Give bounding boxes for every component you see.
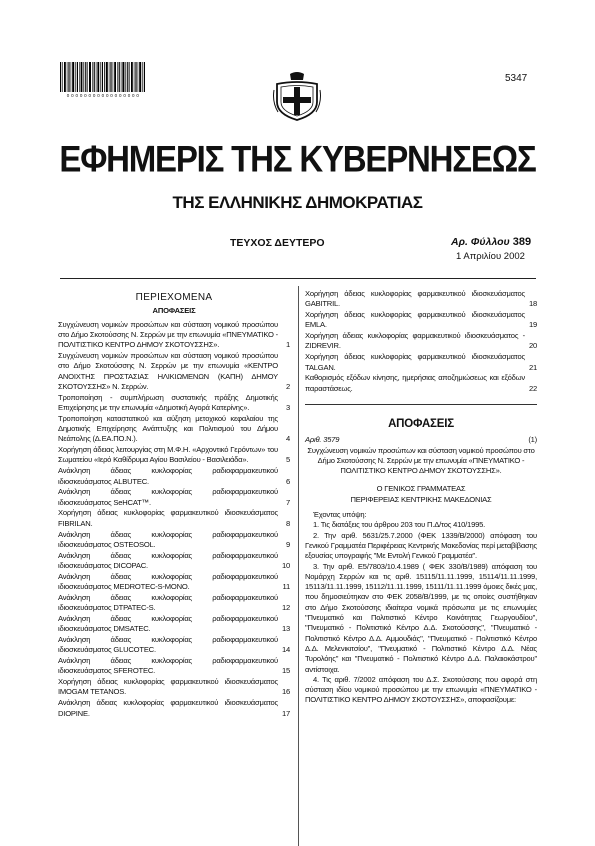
toc-entry [58, 487, 290, 508]
sheet-number-label: Αρ. Φύλλου [451, 236, 510, 248]
toc-entry-page: 8 [285, 518, 290, 528]
toc-left-column [58, 289, 290, 719]
toc-entry-page: 15 [281, 666, 290, 676]
toc-entry-text: Τροποποίηση - συμπλήρωση συστατικής πράξης Δημοτικής Επιχείρησης με την επωνυμία «Δημοτική Αγορά Κατερίνης». [58, 392, 278, 412]
toc-entry-text: Καθορισμός εξόδων κίνησης, ημερήσιας αποζημιώσεως και εξόδων παραστάσεως. [305, 373, 525, 393]
toc-entry [58, 677, 290, 698]
gazette-title: ΕΦΗΜΕΡΙΣ ΤΗΣ ΚΥΒΕΡΝΗΣΕΩΣ [59, 137, 536, 180]
authority-line-2: ΠΕΡΙΦΕΡΕΙΑΣ ΚΕΝΤΡΙΚΗΣ ΜΑΚΕΔΟΝΙΑΣ [350, 494, 492, 504]
toc-entry-text: Ανάκληση άδειας κυκλοφορίας ραδιοφαρμακευτικού ιδιοσκευάσματος SeHCAT™. [58, 487, 278, 507]
toc-heading: ΠΕΡΙΕΧΟΜΕΝΑ [135, 292, 213, 303]
toc-entry-text: Χορήγηση άδειας λειτουργίας στη Μ.Φ.Η. «Αρχοντικό Γερόντων» του Σωματείου «Ιερό Καθίδρυμα Αγίου Βασιλείου - Βασιλειάδα». [58, 445, 278, 465]
toc-entry-text: Ανάκληση άδειας κυκλοφορίας ραδιοφαρμακευτικού ιδιοσκευάσματος DTPATEC-S. [58, 592, 278, 613]
decision-number-row [305, 435, 537, 445]
toc-entry [305, 289, 537, 310]
toc-entry [305, 352, 537, 373]
gazette-subtitle: ΤΗΣ ΕΛΛΗΝΙΚΗΣ ΔΗΜΟΚΡΑΤΙΑΣ [172, 193, 423, 212]
toc-entry-page: 9 [285, 539, 290, 549]
toc-entry-page: 6 [285, 476, 290, 486]
toc-entry-page: 16 [281, 687, 290, 697]
toc-entry [58, 445, 290, 466]
toc-entry [58, 530, 290, 551]
toc-entry-page: 5 [285, 455, 290, 465]
toc-entry [58, 593, 290, 614]
page-number: 5347 [505, 73, 528, 84]
toc-entry-text: Χορήγηση άδειας κυκλοφορίας φαρμακευτικού ιδιοσκευάσματος GABITRIL. [305, 289, 525, 309]
toc-entry-text: Χορήγηση άδειας κυκλοφορίας φαρμακευτικού ιδιοσκευάσματος EMLA. [305, 310, 525, 330]
column-divider [298, 286, 299, 846]
toc-entry-text: Τροποποίηση καταστατικού και αύξηση μετοχικού κεφαλαίου της Δημοτικής Επιχείρησης Ανάπτυξης και Πολιτισμού του Δήμου Νεάπολης (Δ.ΕΑ.ΠΟ.Ν.). [58, 413, 278, 444]
toc-entry-text: Χορήγηση άδειας κυκλοφορίας φαρμακευτικού ιδιοσκευάσματος TALGAN. [305, 352, 525, 372]
toc-subheading: ΑΠΟΦΑΣΕΙΣ [152, 306, 196, 316]
authority [305, 484, 537, 505]
toc-entry [58, 393, 290, 414]
decision-intro: Έχοντας υπόψη: [313, 510, 367, 520]
sheet-number [451, 236, 531, 248]
decision-ref: (1) [528, 435, 537, 445]
decision-paragraph: 4. Τις αριθ. 7/2002 απόφαση του Δ.Σ. Σκοτούσσης που αφορά στη σύσταση ιδίου νομικού προσώπου με την επωνυμία «ΠΝΕΥΜΑΤΙΚΟ - ΠΟΛΙΤΙΣΤΙΚΟ ΚΕΝΤΡΟ ΔΗΜΟΥ ΣΚΟΤΟΥΣΣΗΣ», αποφασίζουμε: [305, 674, 537, 705]
toc-list-left [58, 320, 290, 719]
toc-entry-page: 19 [528, 320, 537, 330]
toc-entry-page: 22 [528, 383, 537, 393]
toc-entry [58, 635, 290, 656]
toc-entry [58, 508, 290, 529]
authority-line-1: Ο ΓΕΝΙΚΟΣ ΓΡΑΜΜΑΤΕΑΣ [376, 484, 466, 494]
barcode [60, 62, 146, 92]
toc-entry-text: Συγχώνευση νομικών προσώπων και σύσταση νομικού προσώπου στο Δήμο Σκοτούσσης Ν. Σερρών με την επωνυμία «ΠΝΕΥΜΑΤΙΚΟ - ΠΟΛΙΤΙΣΤΙΚΟ ΚΕΝΤΡΟ ΔΗΜΟΥ ΣΚΟΤΟΥΣΣΗΣ». [58, 319, 278, 350]
toc-entry [58, 466, 290, 487]
toc-entry-text: Ανάκληση άδειας κυκλοφορίας φαρμακευτικού ιδιοσκευάσματος DIOPINE. [58, 698, 278, 718]
greek-coat-of-arms-icon [272, 70, 322, 122]
section-divider [305, 404, 537, 405]
toc-entry-text: Ανάκληση άδειας κυκλοφορίας ραδιοφαρμακευτικού ιδιοσκευάσματος SFEROTEC. [58, 656, 278, 676]
toc-entry-page: 4 [285, 434, 290, 444]
toc-entry [58, 572, 290, 593]
toc-entry [58, 351, 290, 392]
toc-entry-text: Χορήγηση άδειας κυκλοφορίας φαρμακευτικού ιδιοσκευάσματος FIBRILAN. [58, 508, 278, 528]
toc-entry [58, 656, 290, 677]
toc-entry-text: Συγχώνευση νομικών προσώπων και σύσταση νομικού προσώπου στο Δήμο Σκοτούσσης Ν. Σερρών με την επωνυμία «ΚΕΝΤΡΟ ΑΝΟΙΧΤΗΣ ΠΡΟΣΤΑΣΙΑΣ ΗΛΙΚΙΩΜΕΝΩΝ (ΚΑΠΗ) ΔΗΜΟΥ ΣΚΟΤΟΥΣΣΗΣ» Ν. Σερρών. [58, 350, 278, 391]
toc-entry-page: 10 [281, 560, 290, 570]
barcode-number: 0 0 0 0 0 0 0 0 0 0 0 0 0 0 0 0 0 [66, 93, 140, 98]
toc-entry-text: Χορήγηση άδειας κυκλοφορίας φαρμακευτικού ιδιοσκευάσματος IMOGAM TETANOS. [58, 677, 278, 697]
decision-paragraph: 3. Την αριθ. Ε5/7803/10.4.1989 ( ΦΕΚ 330/Β/1989) απόφαση του Νομάρχη Σερρών και τις αριθ. 15115/11.11.1999, 15114/11.11.1999, 15113/11.11.1999, 15112/11.11.1999, 15111/11.11.1999 όμοιες δικές μας, που δημοσιεύτηκαν στο ΦΕΚ 2058/Β/1999, με τις οποίες συστήθηκαν στο Δήμο Σκοτούσσης ιδιαίτερα νομικά πρόσωπα με τις επωνυμίες "Πνευματικό και Πολιτιστικό Κέντρο Κοινότητας Γεωργουδίου", "Πνευματικό - Πολιτιστικό Κέντρο Δ.Δ. Σκοτούσσης", "Πνευματικό - Πολιτιστικό Κέντρο Δ.Δ. Αμμουδιάς", "Πνευματικό - Πολιτιστικό Κέντρο Δ.Δ. Μελενικιτσίου", "Πνευματικό - Πολιτιστικό Κέντρο Δ.Δ. Νέας Τυρολόης" και "Πνευματικό - Πολιτιστικό Κέντρο Δ.Δ. Παλαιοκάστρου" αντίστοιχα. [305, 561, 537, 674]
toc-entry-text: Ανάκληση άδειας κυκλοφορίας ραδιοφαρμακευτικού ιδιοσκευάσματος MEDROTEC-S-MONO. [58, 571, 278, 592]
toc-entry-page: 1 [285, 340, 290, 350]
toc-entry-text: Ανάκληση άδειας κυκλοφορίας ραδιοφαρμακευτικού ιδιοσκευάσματος DICOPAC. [58, 550, 278, 570]
decisions-heading: ΑΠΟΦΑΣΕΙΣ [388, 417, 454, 430]
toc-entry [58, 414, 290, 445]
toc-entry [305, 331, 537, 352]
toc-entry-text: Ανάκληση άδειας κυκλοφορίας ραδιοφαρμακευτικού ιδιοσκευάσματος OSTEOSOL. [58, 529, 278, 549]
toc-entry-page: 7 [285, 497, 290, 507]
toc-entry [58, 320, 290, 351]
toc-entry-text: Ανάκληση άδειας κυκλοφορίας ραδιοφαρμακευτικού ιδιοσκευάσματος ALBUTEC. [58, 466, 278, 486]
toc-entry-text: Χορήγηση άδειας κυκλοφορίας φαρμακευτικού ιδιοσκευάσματος - ZIDREVIR. [305, 331, 525, 351]
toc-entry-page: 21 [528, 362, 537, 372]
toc-entry [58, 698, 290, 719]
toc-entry-page: 18 [528, 299, 537, 309]
decision-paragraph: 2. Την αριθ. 5631/25.7.2000 (ΦΕΚ 1339/Β/2000) απόφαση του Γενικού Γραμματέα Περιφέρειας Κεντρικής Μακεδονίας περί μεταβίβασης εξουσίας υπογραφής "Με Εντολή Γενικού Γραμματέα". [305, 530, 537, 561]
sheet-number-value: 389 [512, 236, 532, 248]
decision-title: Συγχώνευση νομικών προσώπων και σύσταση νομικού προσώπου στο Δήμο Σκοτούσσης Ν. Σερρών με την επωνυμία «ΠΝΕΥΜΑΤΙΚΟ - ΠΟΛΙΤΙΣΤΙΚΟ ΚΕΝΤΡΟ ΔΗΜΟΥ ΣΚΟΤΟΥΣΣΗΣ». [307, 445, 535, 476]
toc-entry-page: 2 [285, 381, 290, 391]
toc-entry [58, 551, 290, 572]
toc-entry-page: 20 [528, 341, 537, 351]
toc-entry-text: Ανάκληση άδειας κυκλοφορίας ραδιοφαρμακευτικού ιδιοσκευάσματος GLUCOTEC. [58, 635, 278, 655]
toc-entry-text: Ανάκληση άδειας κυκλοφορίας ραδιοφαρμακευτικού ιδιοσκευάσματος DMSATEC. [58, 613, 278, 634]
header-divider [60, 278, 536, 279]
toc-entry-page: 14 [281, 645, 290, 655]
right-column [305, 289, 537, 706]
issue-series: ΤΕΥΧΟΣ ΔΕΥΤΕΡΟ [230, 237, 325, 249]
toc-entry [305, 373, 537, 394]
toc-entry-page: 12 [281, 603, 290, 613]
decision-number: Αριθ. 3579 [305, 435, 340, 445]
toc-entry-page: 17 [281, 708, 290, 718]
decision-paragraph: 1. Τις διατάξεις του άρθρου 203 του Π.Δ/τος 410/1995. [313, 520, 486, 530]
toc-entry [58, 614, 290, 635]
toc-entry-page: 11 [282, 582, 290, 592]
toc-entry [305, 310, 537, 331]
issue-date: 1 Απριλίου 2002 [456, 251, 525, 262]
toc-entry-page: 3 [285, 402, 290, 412]
toc-list-right [305, 289, 537, 394]
toc-entry-page: 13 [281, 624, 290, 634]
